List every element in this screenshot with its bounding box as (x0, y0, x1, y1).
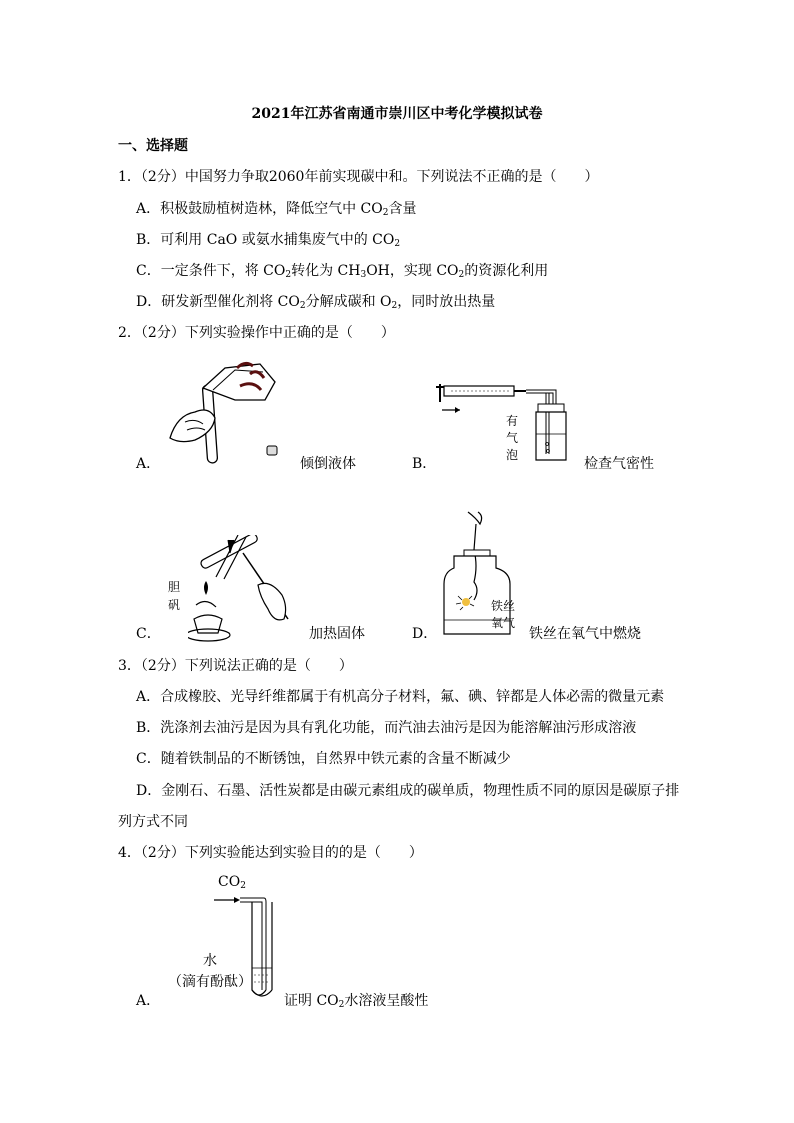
chalcanthite-label-2: 矾 (168, 598, 181, 612)
pouring-liquid-figure (165, 360, 285, 472)
question-4-figure-a-letter: A． (136, 993, 161, 1009)
question-2-figure-d-letter: D． (412, 626, 438, 642)
section-heading: 一、选择题 (118, 138, 188, 154)
oxygen-label: 氧气 (491, 616, 516, 630)
bubble-label-3: 泡 (506, 448, 519, 462)
question-3-option-a: A．合成橡胶、光导纤维都属于有机高分子材料，氟、碘、锌都是人体必需的微量元素 (136, 689, 665, 705)
co2-gas-label: $CO_2$ (218, 874, 246, 891)
question-2-figure-d-caption: 铁丝在氧气中燃烧 (529, 626, 641, 642)
question-4-figure-a-caption: 证明 $CO_2$水溶液呈酸性 (284, 993, 429, 1010)
question-3-option-d-continued: 列方式不同 (118, 814, 188, 830)
bubble-label-1: 有 (506, 414, 519, 428)
chalcanthite-label-1: 胆 (168, 580, 181, 594)
question-4-stem: 4．（2分）下列实验能达到实验目的的是（ ） (118, 845, 423, 861)
question-2-figure-b-caption: 检查气密性 (584, 456, 654, 472)
question-2-figure-a-caption: 倾倒液体 (300, 456, 356, 472)
question-3-option-b: B．洗涤剂去油污是因为具有乳化功能，而汽油去油污是因为能溶解油污形成溶液 (136, 720, 637, 736)
heating-solid-figure (188, 535, 300, 645)
phenolphthalein-label: （滴有酚酞） (168, 974, 252, 990)
question-2-figure-b-letter: B． (412, 456, 437, 472)
question-3-option-c: C．随着铁制品的不断锈蚀，自然界中铁元素的含量不断减少 (136, 751, 511, 767)
question-1-stem: 1．（2分）中国努力争取2060年前实现碳中和。下列说法不正确的是（ ） (118, 169, 599, 185)
water-label: 水 (203, 953, 217, 969)
question-1-option-d: D．研发新型催化剂将 $CO_2$分解成碳和 $O_2$，同时放出热量 (136, 294, 496, 311)
question-1-option-a: A．积极鼓励植树造林，降低空气中 $CO_2$含量 (136, 201, 417, 218)
bubble-label-2: 气 (506, 431, 519, 445)
question-2-figure-a-letter: A． (136, 456, 161, 472)
question-3-option-d: D．金刚石、石墨、活性炭都是由碳元素组成的碳单质，物理性质不同的原因是碳原子排 (136, 783, 680, 799)
question-2-figure-c-letter: C． (136, 626, 161, 642)
question-1-option-c: C．一定条件下，将 $CO_2$转化为 $CH_3OH$，实现 $CO_2$的资源化利用 (136, 263, 549, 280)
question-2-figure-c-caption: 加热固体 (309, 626, 365, 642)
page-title: 2021年江苏省南通市崇川区中考化学模拟试卷 (251, 106, 543, 122)
question-1-option-b: B．可利用 CaO 或氨水捕集废气中的 $CO_2$ (136, 232, 401, 249)
iron-wire-label: 铁丝 (491, 599, 516, 613)
question-2-stem: 2．（2分）下列实验操作中正确的是（ ） (118, 325, 395, 341)
question-3-stem: 3．（2分）下列说法正确的是（ ） (118, 658, 353, 674)
